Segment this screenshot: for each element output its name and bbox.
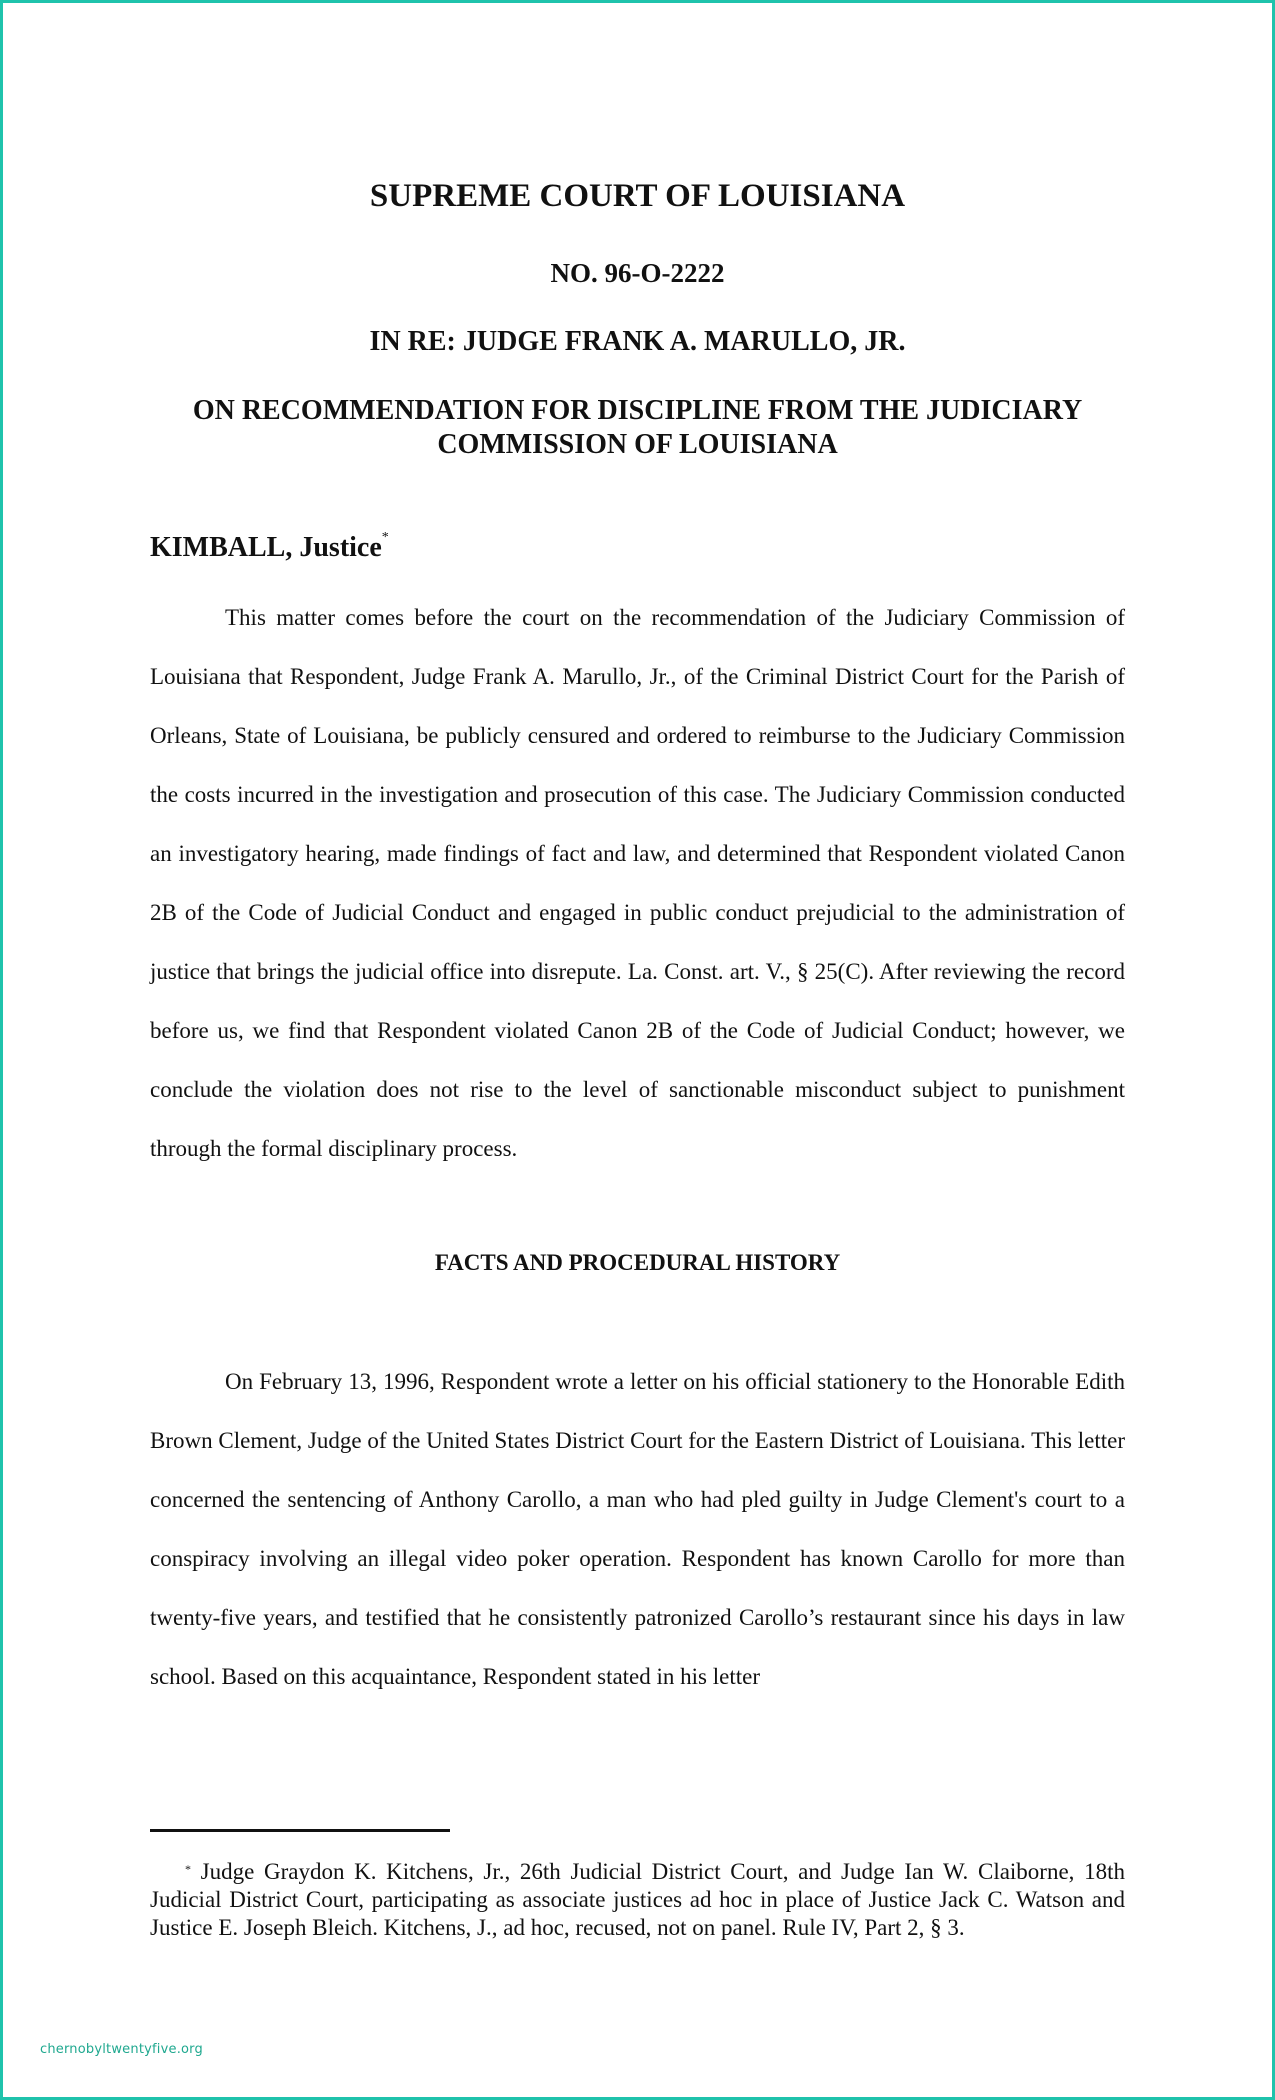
- author-footnote-mark: *: [381, 530, 389, 545]
- opinion-author: [150, 532, 389, 564]
- watermark: chernobyltwentyfive.org: [40, 2042, 203, 2057]
- recommendation-heading: [150, 394, 1125, 462]
- section-heading: FACTS AND PROCEDURAL HISTORY: [434, 1250, 841, 1275]
- case-number: NO. 96-O-2222: [550, 258, 725, 288]
- recommendation-line-1: ON RECOMMENDATION FOR DISCIPLINE FROM THE JUDICIARY: [192, 395, 1083, 426]
- recommendation-line-2: COMMISSION OF LOUISIANA: [437, 429, 838, 460]
- footnote-text: Judge Graydon K. Kitchens, Jr., 26th Judicial District Court, and Judge Ian W. Claiborne, 18th Judicial District Court, participating as associate justices ad hoc in place of Justice Jack C. Watson and Justice E. Joseph Bleich. Kitchens, J., ad hoc, recused, not on panel. Rule IV, Part 2, § 3.: [150, 1859, 1125, 1940]
- in-re-line: IN RE: JUDGE FRANK A. MARULLO, JR.: [369, 326, 906, 357]
- opening-paragraph: This matter comes before the court on the recommendation of the Judiciary Commission of Louisiana that Respondent, Judge Frank A. Marullo, Jr., of the Criminal District Court for the Parish of Orleans, State of Louisiana, be publicly censured and ordered to reimburse to the Judiciary Commission the costs incurred in the investigation and prosecution of this case. The Judiciary Commission conducted an investigatory hearing, made findings of fact and law, and determined that Respondent violated Canon 2B of the Code of Judicial Conduct and engaged in public conduct prejudicial to the administration of justice that brings the judicial office into disrepute. La. Const. art. V., § 25(C). After reviewing the record before us, we find that Respondent violated Canon 2B of the Code of Judicial Conduct; however, we conclude the violation does not rise to the level of sanctionable misconduct subject to punishment through the formal disciplinary process.: [150, 605, 1125, 1161]
- footnote: [150, 1858, 1125, 1942]
- facts-paragraph: On February 13, 1996, Respondent wrote a letter on his official stationery to the Honorable Edith Brown Clement, Judge of the United States District Court for the Eastern District of Louisiana. This letter concerned the sentencing of Anthony Carollo, a man who had pled guilty in Judge Clement's court to a conspiracy involving an illegal video poker operation. Respondent has known Carollo for more than twenty-five years, and testified that he consistently patronized Carollo’s restaurant since his days in law school. Based on this acquaintance, Respondent stated in his letter: [150, 1369, 1125, 1689]
- footnote-mark: *: [185, 1862, 191, 1876]
- footnote-separator: [150, 1829, 450, 1832]
- author-name: KIMBALL, Justice: [150, 532, 382, 563]
- court-title: SUPREME COURT OF LOUISIANA: [369, 178, 906, 214]
